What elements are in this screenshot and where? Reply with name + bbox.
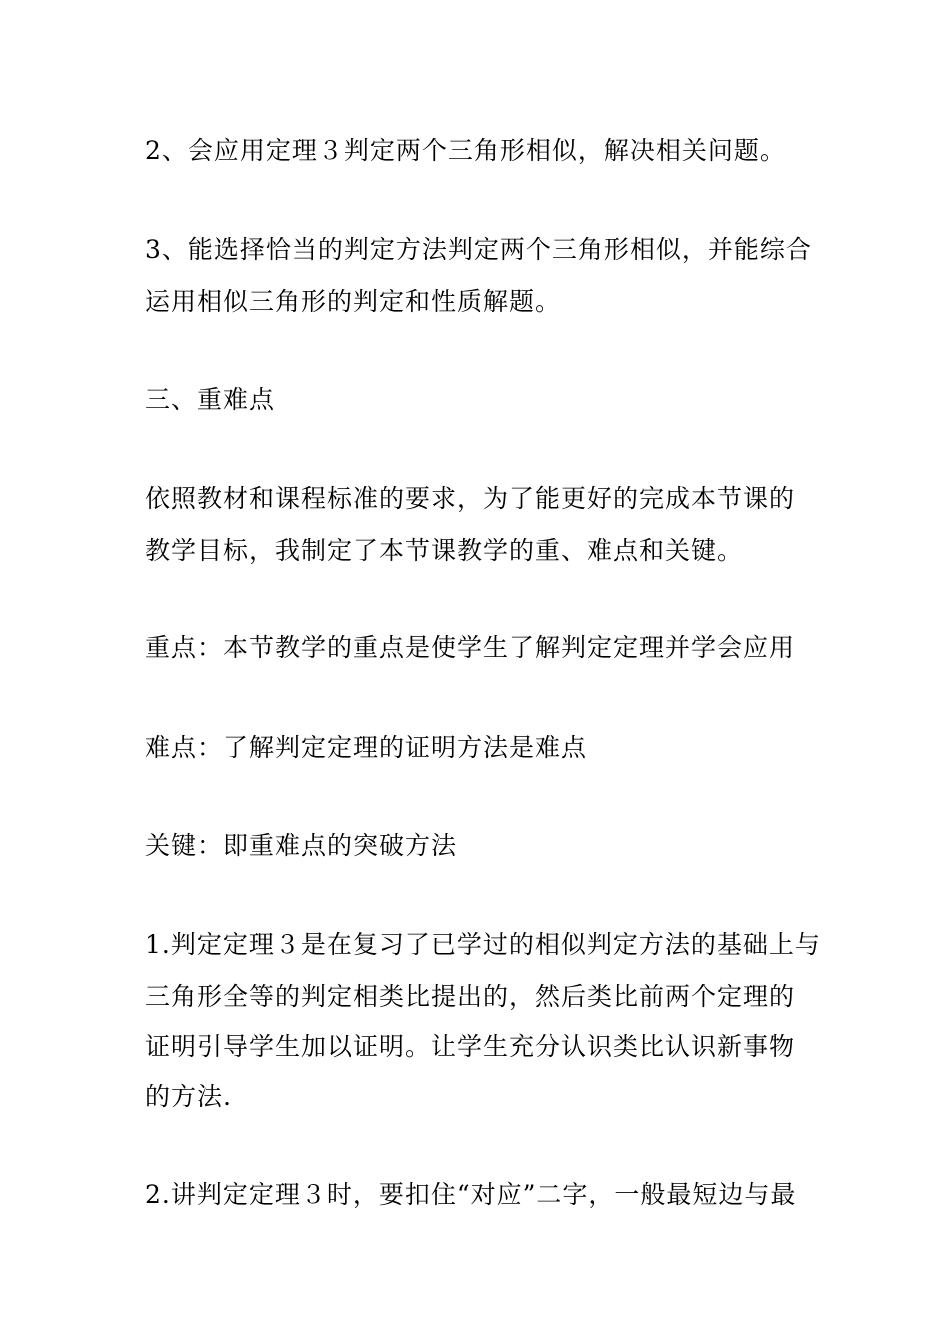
method-1-text-line-4: 的方法. bbox=[145, 1082, 232, 1111]
method-1-text-line-2: 三角形全等的判定相类比提出的，然后类比前两个定理的 bbox=[145, 982, 796, 1011]
objective-3-text-line-2: 运用相似三角形的判定和性质解题。 bbox=[145, 287, 562, 316]
method-1-text-line-1: 1.判定定理３是在复习了已学过的相似判定方法的基础上与 bbox=[145, 930, 821, 959]
intro-text-line-2: 教学目标，我制定了本节课教学的重、难点和关键。 bbox=[145, 536, 744, 565]
difficult-point-text: 难点：了解判定定理的证明方法是难点 bbox=[145, 733, 588, 762]
method-1-text-line-3: 证明引导学生加以证明。让学生充分认识类比认识新事物 bbox=[145, 1032, 796, 1061]
intro-text-line-1: 依照教材和课程标准的要求，为了能更好的完成本节课的 bbox=[145, 484, 796, 513]
section-heading: 三、重难点 bbox=[145, 385, 276, 414]
key-point-text: 重点：本节教学的重点是使学生了解判定定理并学会应用 bbox=[145, 633, 796, 662]
critical-point-text: 关键：即重难点的突破方法 bbox=[145, 831, 458, 860]
objective-2-text: 2、会应用定理３判定两个三角形相似，解决相关问题。 bbox=[145, 136, 786, 165]
method-2-text-line-1: 2.讲判定定理３时，要扣住“对应”二字，一般最短边与最 bbox=[145, 1180, 797, 1209]
objective-3-text-line-1: 3、能选择恰当的判定方法判定两个三角形相似，并能综合 bbox=[145, 235, 812, 264]
